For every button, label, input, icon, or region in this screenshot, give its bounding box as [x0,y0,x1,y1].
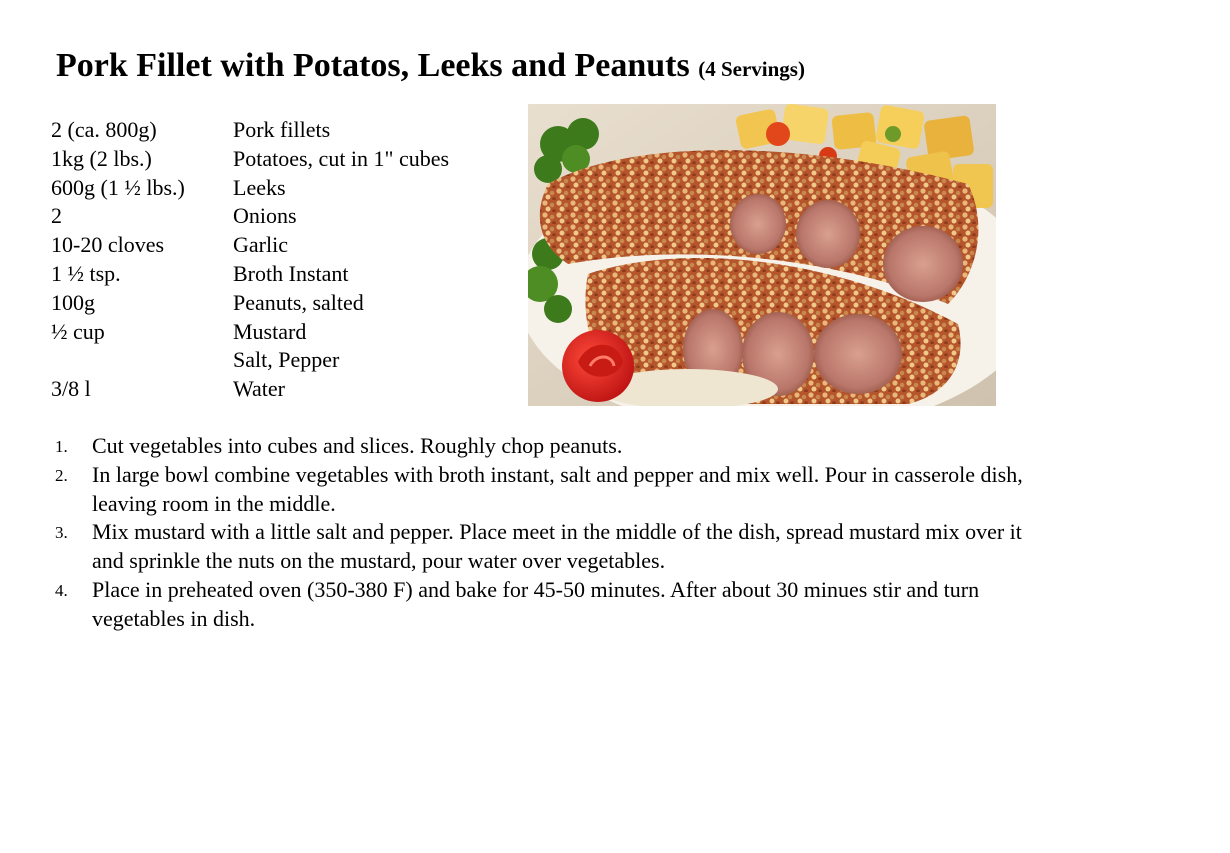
ingredient-quantity: 100g [51,289,95,315]
ingredient-name: Peanuts, salted [233,289,364,315]
ingredient-name: Garlic [233,232,288,258]
ingredient-quantity: 3/8 l [51,376,91,402]
ingredient-list [51,116,521,404]
ingredient-row [51,375,521,404]
ingredient-name: Water [233,376,285,402]
ingredient-quantity: ½ cup [51,318,105,344]
ingredient-row [51,289,521,318]
step-number: 2. [55,465,68,485]
ingredient-quantity: 2 (ca. 800g) [51,117,157,142]
ingredient-name: Leeks [233,174,286,200]
ingredient-quantity: 600g (1 ½ lbs.) [51,174,185,200]
ingredient-name: Broth Instant [233,260,349,286]
step-text: In large bowl combine vegetables with broth instant, salt and pepper and mix well. Pour in casserole dish, leaving room in the middle. [92,461,1023,516]
ingredient-row [51,116,521,145]
ingredient-quantity: 1 ½ tsp. [51,260,121,286]
instruction-step [52,576,1052,634]
ingredient-row [51,318,521,347]
ingredient-name: Potatoes, cut in 1" cubes [233,145,450,171]
servings-label: (4 Servings) [698,57,805,81]
step-number: 3. [55,523,68,543]
ingredient-name: Mustard [233,318,307,344]
ingredient-row [51,346,521,375]
instruction-step [52,432,1052,461]
ingredient-quantity: 10-20 cloves [51,232,165,258]
instruction-step [52,518,1052,576]
recipe-title-text: Pork Fillet with Potatos, Leeks and Peanuts [56,47,690,84]
ingredient-row [51,174,521,203]
step-number: 4. [55,580,68,600]
ingredient-row [51,260,521,289]
ingredient-row [51,202,521,231]
step-number: 1. [55,437,68,456]
ingredient-name: Pork fillets [233,117,331,142]
ingredient-row [51,145,521,174]
ingredient-row [51,231,521,260]
step-text: Mix mustard with a little salt and pepper. Place meet in the middle of the dish, spread mustard mix over it and sprinkle the nuts on the mustard, pour water over vegetables. [92,519,1022,574]
recipe-title [56,44,805,91]
instruction-step [52,461,1052,519]
ingredient-name: Onions [233,203,297,229]
dish-photo [528,104,996,406]
instruction-list [52,432,1052,634]
ingredient-quantity: 2 [51,203,62,229]
step-text: Place in preheated oven (350-380 F) and bake for 45-50 minutes. After about 30 minues stir and turn vegetables in dish. [92,576,980,631]
ingredient-name: Salt, Pepper [233,347,340,373]
step-text: Cut vegetables into cubes and slices. Roughly chop peanuts. [92,433,623,458]
ingredient-quantity: 1kg (2 lbs.) [51,145,152,171]
